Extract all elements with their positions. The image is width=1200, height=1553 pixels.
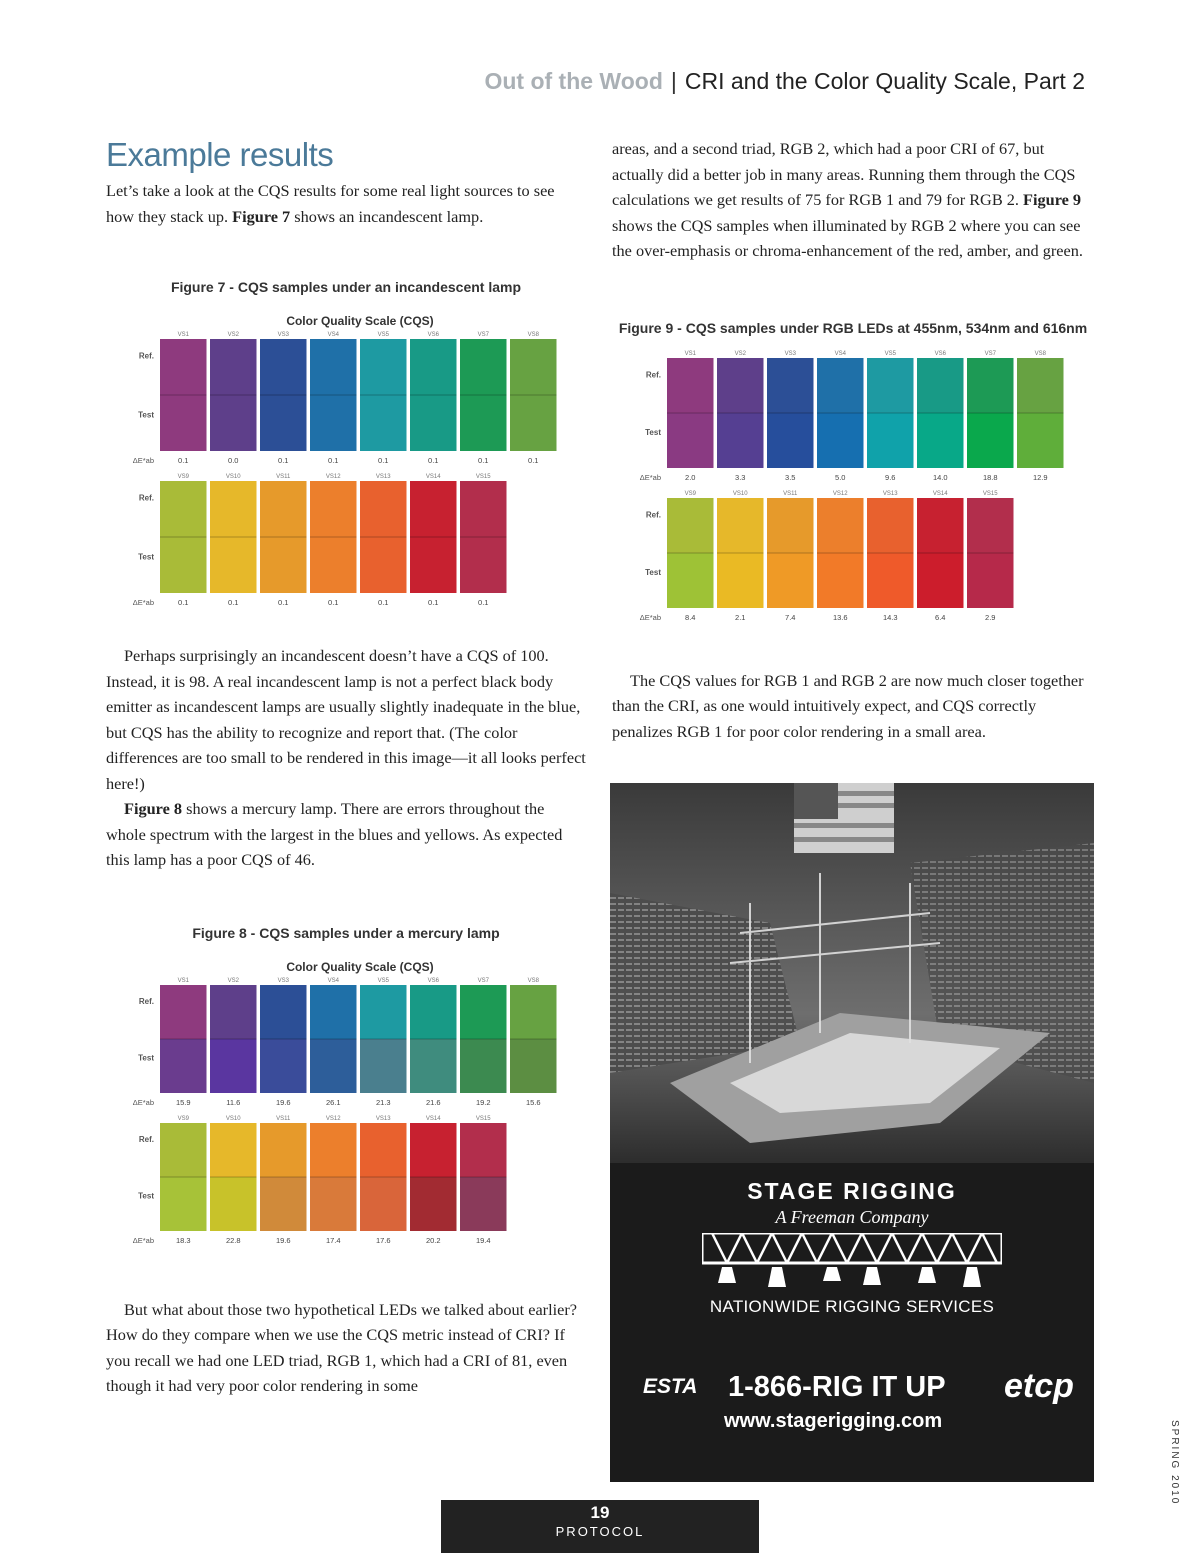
- delta-e-value: 0.1: [278, 598, 289, 607]
- test-swatch: [210, 537, 257, 593]
- delta-e-value: 0.1: [178, 598, 189, 607]
- sample-label: VS14: [425, 1115, 441, 1122]
- test-swatch: [210, 1039, 257, 1093]
- delta-e-value: 15.6: [525, 1097, 541, 1107]
- delta-e-row-label: ΔE*ab: [639, 472, 661, 482]
- test-swatch: [817, 413, 864, 468]
- test-swatch: [717, 553, 764, 608]
- section-name: Out of the Wood: [484, 68, 663, 94]
- ref-swatch: [967, 358, 1014, 413]
- delta-e-row-label: ΔE*ab: [132, 1097, 154, 1107]
- test-swatch: [967, 413, 1014, 468]
- sample-label: VS13: [375, 474, 391, 480]
- test-swatch: [160, 1039, 207, 1093]
- delta-e-value: 17.6: [375, 1235, 391, 1245]
- page-number: 19: [590, 1503, 610, 1522]
- ref-swatch: [260, 985, 307, 1039]
- chart-title: Color Quality Scale (CQS): [286, 959, 434, 974]
- ref-swatch: [917, 498, 964, 553]
- ref-swatch: [260, 481, 307, 537]
- ref-swatch: [260, 339, 307, 395]
- sample-label: VS4: [834, 350, 846, 357]
- ref-swatch: [210, 339, 257, 395]
- sample-label: VS5: [377, 977, 389, 984]
- mercury-paragraph: Figure 8 shows a mercury lamp. There are errors throughout the whole spectrum with the largest in the blues and yellows. As expected this lamp has a poor CQS of 46.: [106, 799, 563, 869]
- leds-paragraph: But what about those two hypothetical LEDs we talked about earlier? How do they compare when we use the CQS metric instead of CRI? If you recall we had one LED triad, RGB 1, which had a CRI of 81, even though it had very poor color rendering in some: [106, 1299, 578, 1395]
- test-swatch: [917, 413, 964, 468]
- ref-swatch: [160, 339, 207, 395]
- figure-8-caption: Figure 8 - CQS samples under a mercury lamp: [192, 924, 500, 941]
- delta-e-value: 0.1: [278, 456, 289, 465]
- test-row-label: Test: [138, 1191, 154, 1201]
- figure-8-ref: Figure 8: [124, 799, 183, 818]
- ref-swatch: [410, 985, 457, 1039]
- sample-label: VS12: [325, 474, 341, 480]
- test-swatch: [310, 395, 357, 451]
- ref-swatch: [460, 985, 507, 1039]
- figure-9-caption: Figure 9 - CQS samples under RGB LEDs at 455nm, 534nm and 616nm: [618, 319, 1088, 336]
- figure-8-cqs-chart: [106, 957, 586, 1277]
- ref-swatch: [360, 985, 407, 1039]
- test-swatch: [917, 553, 964, 608]
- test-swatch: [460, 537, 507, 593]
- ad-company-name: STAGE RIGGING: [747, 1178, 957, 1204]
- sample-label: VS15: [475, 474, 491, 480]
- sample-label: VS4: [327, 977, 339, 984]
- test-swatch: [410, 537, 457, 593]
- test-swatch: [460, 1177, 507, 1231]
- ref-swatch: [817, 358, 864, 413]
- right-column: [612, 136, 1094, 744]
- magazine-name: PROTOCOL: [555, 1524, 645, 1539]
- sample-label: VS9: [177, 474, 189, 480]
- test-swatch: [260, 537, 307, 593]
- sample-label: VS11: [783, 490, 798, 497]
- delta-e-value: 15.9: [175, 1097, 191, 1107]
- etcp-logo: etcp: [1004, 1367, 1074, 1405]
- sample-label: VS6: [427, 977, 439, 984]
- ref-row-label: Ref.: [138, 1134, 154, 1144]
- sample-label: VS3: [277, 332, 289, 338]
- test-swatch: [460, 1039, 507, 1093]
- test-swatch: [360, 1039, 407, 1093]
- delta-e-row-label: ΔE*ab: [132, 598, 154, 607]
- ref-swatch: [410, 1123, 457, 1177]
- ref-swatch: [917, 358, 964, 413]
- sample-label: VS6: [934, 350, 946, 357]
- ref-swatch: [360, 339, 407, 395]
- incandescent-paragraph: Perhaps surprisingly an incandescent doesn’t have a CQS of 100. Instead, it is 98. A real incandescent lamp is not a perfect black body emitter as incandescent lamps are usually slightly inadequate in the blue, but CQS has the ability to recognize and report that. (The color differences are too small to be rendered in this image—it all looks perfect here!): [106, 646, 586, 793]
- test-swatch: [717, 413, 764, 468]
- ref-swatch: [310, 985, 357, 1039]
- sample-label: VS4: [327, 332, 339, 338]
- sample-label: VS10: [225, 474, 241, 480]
- running-header: [484, 68, 1085, 95]
- ref-row-label: Ref.: [138, 351, 154, 361]
- delta-e-value: 19.2: [475, 1097, 491, 1107]
- sample-label: VS14: [932, 490, 948, 497]
- continued-paragraph: areas, and a second triad, RGB 2, which had a poor CRI of 67, but actually did a better job in many areas. Running them through the CQS calculations we get results of 75 for RGB 1 and 79 for RGB 2. Figure 9 shows the CQS samples when illuminated by RGB 2 where you can see the over-emphasis or chroma-enhancement of the red, amber, and green.: [612, 139, 1083, 260]
- test-swatch: [767, 413, 814, 468]
- delta-e-value: 21.6: [425, 1097, 441, 1107]
- ref-row-label: Ref.: [138, 493, 154, 503]
- test-swatch: [210, 1177, 257, 1231]
- delta-e-value: 11.6: [226, 1097, 241, 1107]
- sample-label: VS5: [884, 350, 896, 357]
- ref-swatch: [210, 1123, 257, 1177]
- ref-swatch: [260, 1123, 307, 1177]
- delta-e-value: 6.4: [935, 612, 946, 622]
- delta-e-value: 20.2: [425, 1235, 441, 1245]
- delta-e-value: 0.1: [328, 456, 339, 465]
- sample-label: VS1: [177, 332, 189, 338]
- figure-7-caption: Figure 7 - CQS samples under an incandescent lamp: [170, 279, 522, 295]
- sample-label: VS6: [427, 332, 439, 338]
- ref-row-label: Ref.: [645, 509, 661, 519]
- ref-swatch: [667, 358, 714, 413]
- sample-label: VS11: [276, 474, 291, 480]
- sample-label: VS10: [225, 1115, 241, 1122]
- page-footer: [441, 1500, 759, 1553]
- delta-e-value: 0.1: [178, 456, 189, 465]
- sample-label: VS5: [377, 332, 389, 338]
- ref-swatch: [160, 481, 207, 537]
- ref-swatch: [1017, 358, 1064, 413]
- delta-e-value: 0.1: [328, 598, 339, 607]
- ref-swatch: [310, 1123, 357, 1177]
- section-heading: Example results: [106, 136, 334, 173]
- sample-label: VS7: [477, 977, 489, 984]
- figure-7-cqs-chart: [106, 311, 586, 631]
- sample-label: VS8: [527, 332, 539, 338]
- delta-e-value: 2.1: [735, 612, 746, 622]
- stage-rigging-advertisement[interactable]: [610, 783, 1094, 1482]
- figure-9-cqs-chart: [612, 348, 1092, 648]
- sample-label: VS2: [227, 977, 239, 984]
- delta-e-value: 0.1: [378, 456, 389, 465]
- figure-9-ref: Figure 9: [1023, 190, 1082, 209]
- delta-e-value: 21.3: [375, 1097, 391, 1107]
- test-row-label: Test: [645, 427, 661, 437]
- delta-e-value: 19.6: [275, 1097, 291, 1107]
- test-swatch: [410, 395, 457, 451]
- test-swatch: [410, 1039, 457, 1093]
- delta-e-value: 0.0: [228, 456, 239, 465]
- test-swatch: [310, 537, 357, 593]
- test-swatch: [260, 395, 307, 451]
- sample-label: VS1: [684, 350, 696, 357]
- test-swatch: [967, 553, 1014, 608]
- delta-e-value: 22.8: [225, 1235, 241, 1245]
- sample-label: VS2: [227, 332, 239, 338]
- sample-label: VS14: [425, 474, 441, 480]
- delta-e-value: 3.5: [785, 472, 796, 482]
- sample-label: VS15: [982, 490, 998, 497]
- sample-label: VS1: [177, 977, 189, 984]
- sample-label: VS13: [375, 1115, 391, 1122]
- arena-stage-photo: [610, 783, 1094, 1203]
- ref-row-label: Ref.: [645, 369, 661, 379]
- ref-swatch: [310, 481, 357, 537]
- ref-swatch: [160, 985, 207, 1039]
- test-swatch: [1017, 413, 1064, 468]
- ref-swatch: [460, 339, 507, 395]
- ref-swatch: [667, 498, 714, 553]
- figure-7-ref: Figure 7: [232, 206, 291, 226]
- sample-label: VS12: [325, 1115, 341, 1122]
- delta-e-value: 18.8: [982, 472, 998, 482]
- delta-e-value: 0.1: [478, 598, 489, 607]
- test-swatch: [310, 1177, 357, 1231]
- sample-label: VS3: [277, 977, 289, 984]
- ref-swatch: [160, 1123, 207, 1177]
- delta-e-row-label: ΔE*ab: [639, 612, 661, 622]
- test-row-label: Test: [645, 567, 661, 577]
- article-title: CRI and the Color Quality Scale, Part 2: [684, 68, 1085, 94]
- ref-row-label: Ref.: [138, 996, 154, 1006]
- ref-swatch: [867, 358, 914, 413]
- delta-e-value: 19.4: [475, 1235, 491, 1245]
- test-swatch: [360, 1177, 407, 1231]
- delta-e-value: 8.4: [685, 612, 696, 622]
- delta-e-value: 17.4: [325, 1235, 341, 1245]
- header-separator: |: [670, 68, 677, 94]
- ad-tagline: A Freeman Company: [775, 1207, 929, 1227]
- delta-e-value: 0.1: [228, 598, 239, 607]
- test-swatch: [160, 1177, 207, 1231]
- test-swatch: [410, 1177, 457, 1231]
- test-row-label: Test: [138, 1053, 154, 1063]
- test-swatch: [360, 395, 407, 451]
- test-swatch: [310, 1039, 357, 1093]
- delta-e-value: 19.6: [275, 1235, 291, 1245]
- left-column: [106, 136, 586, 1399]
- delta-e-value: 3.3: [735, 472, 746, 482]
- ref-swatch: [717, 498, 764, 553]
- intro-paragraph: Let’s take a look at the CQS results for some real light sources to see how they stack up. Figure 7 shows an incandescent lamp.: [106, 181, 555, 226]
- test-swatch: [210, 395, 257, 451]
- ad-brand-block: [610, 1178, 1094, 1228]
- esta-logo: ESTA: [643, 1375, 698, 1398]
- delta-e-value: 2.0: [685, 472, 696, 482]
- test-swatch: [817, 553, 864, 608]
- sample-label: VS9: [177, 1115, 189, 1122]
- delta-e-row-label: ΔE*ab: [132, 456, 154, 465]
- sample-label: VS10: [732, 490, 748, 497]
- ref-swatch: [510, 339, 557, 395]
- delta-e-value: 9.6: [885, 472, 896, 482]
- sample-label: VS2: [734, 350, 746, 357]
- delta-e-row-label: ΔE*ab: [132, 1235, 154, 1245]
- ad-services: NATIONWIDE RIGGING SERVICES: [709, 1297, 995, 1316]
- sample-label: VS3: [784, 350, 796, 357]
- test-swatch: [260, 1039, 307, 1093]
- test-swatch: [667, 553, 714, 608]
- test-swatch: [867, 553, 914, 608]
- ref-swatch: [460, 1123, 507, 1177]
- sample-label: VS8: [527, 977, 539, 984]
- delta-e-value: 12.9: [1032, 472, 1048, 482]
- flag-icon: [794, 783, 894, 853]
- sample-label: VS7: [984, 350, 996, 357]
- ref-swatch: [410, 339, 457, 395]
- delta-e-value: 14.3: [882, 612, 898, 622]
- issue-label: SPRING 2010: [1169, 1420, 1180, 1506]
- closer-paragraph: The CQS values for RGB 1 and RGB 2 are now much closer together than the CRI, as one would intuitively expect, and CQS correctly penalizes RGB 1 for poor color rendering in a small area.: [612, 670, 1084, 741]
- sample-label: VS11: [276, 1115, 291, 1122]
- delta-e-value: 7.4: [785, 612, 796, 622]
- test-swatch: [160, 537, 207, 593]
- ref-swatch: [510, 985, 557, 1039]
- ref-swatch: [967, 498, 1014, 553]
- test-swatch: [160, 395, 207, 451]
- ad-phone-number[interactable]: 1-866-RIG IT UP: [728, 1371, 946, 1403]
- delta-e-value: 13.6: [832, 612, 848, 622]
- delta-e-value: 26.1: [325, 1097, 341, 1107]
- sample-label: VS15: [475, 1115, 491, 1122]
- delta-e-value: 0.1: [378, 598, 389, 607]
- test-swatch: [360, 537, 407, 593]
- test-swatch: [867, 413, 914, 468]
- sample-label: VS9: [684, 490, 696, 497]
- ref-swatch: [717, 358, 764, 413]
- ref-swatch: [310, 339, 357, 395]
- test-swatch: [510, 395, 557, 451]
- ref-swatch: [460, 481, 507, 537]
- sample-label: VS13: [882, 490, 898, 497]
- ref-swatch: [410, 481, 457, 537]
- test-swatch: [260, 1177, 307, 1231]
- delta-e-value: 18.3: [175, 1235, 191, 1245]
- test-row-label: Test: [138, 410, 154, 420]
- ref-swatch: [360, 481, 407, 537]
- test-swatch: [510, 1039, 557, 1093]
- ref-swatch: [867, 498, 914, 553]
- delta-e-value: 14.0: [932, 472, 948, 482]
- delta-e-value: 5.0: [835, 472, 846, 482]
- delta-e-value: 2.9: [985, 612, 996, 622]
- delta-e-value: 0.1: [428, 456, 439, 465]
- delta-e-value: 0.1: [478, 456, 489, 465]
- delta-e-value: 0.1: [528, 456, 539, 465]
- ref-swatch: [767, 498, 814, 553]
- ref-swatch: [210, 985, 257, 1039]
- sample-label: VS7: [477, 332, 489, 338]
- chart-title: Color Quality Scale (CQS): [286, 314, 434, 328]
- delta-e-value: 0.1: [428, 598, 439, 607]
- test-swatch: [460, 395, 507, 451]
- ad-website-link[interactable]: www.stagerigging.com: [724, 1410, 943, 1432]
- test-swatch: [767, 553, 814, 608]
- ref-swatch: [210, 481, 257, 537]
- ref-swatch: [817, 498, 864, 553]
- sample-label: VS12: [832, 490, 848, 497]
- test-swatch: [667, 413, 714, 468]
- ref-swatch: [360, 1123, 407, 1177]
- sample-label: VS8: [1034, 350, 1046, 357]
- ref-swatch: [767, 358, 814, 413]
- test-row-label: Test: [138, 552, 154, 562]
